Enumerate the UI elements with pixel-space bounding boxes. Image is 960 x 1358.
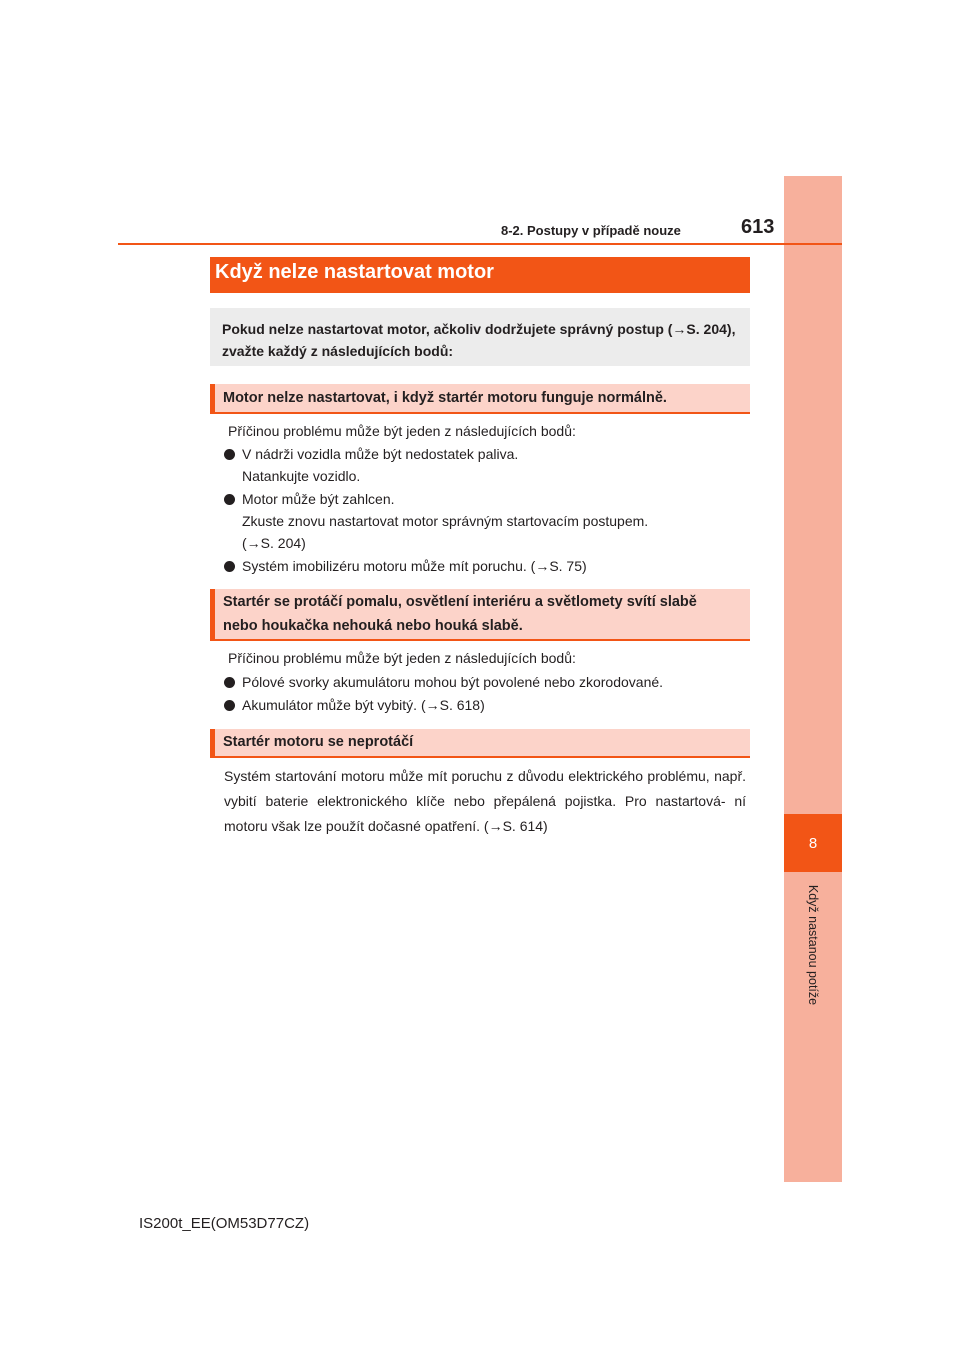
section-3-heading-text: Startér motoru se neprotáčí: [223, 734, 414, 750]
list-item: Systém imobilizéru motoru může mít poruchu. (→S. 75): [224, 558, 587, 574]
bullet-icon: [224, 494, 235, 505]
page-number: 613: [741, 216, 775, 238]
document-code: IS200t_EE(OM53D77CZ): [139, 1215, 310, 1232]
section-2-lead: Příčinou problému může být jeden z následujících bodů:: [228, 650, 576, 666]
header-divider: [118, 243, 842, 245]
section-2-heading-line-2: nebo houkačka nehouká nebo houká slabě.: [223, 618, 523, 634]
chapter-label: Když nastanou potíže: [806, 884, 820, 1006]
chapter-number-box: [784, 814, 842, 872]
bullet-icon: [224, 700, 235, 711]
list-item-continuation: Natankujte vozidlo.: [242, 468, 361, 484]
list-item: Motor může být zahlcen.: [224, 491, 395, 507]
chapter-side-tab: [784, 176, 842, 1182]
bullet-icon: [224, 677, 235, 688]
bullet-icon: [224, 561, 235, 572]
section-1-lead: Příčinou problému může být jeden z následujících bodů:: [228, 423, 576, 439]
section-2-heading: [210, 589, 750, 641]
list-item: Akumulátor může být vybitý. (→S. 618): [224, 697, 485, 713]
section-1-heading-text: Motor nelze nastartovat, i když startér motoru funguje normálně.: [223, 390, 667, 406]
section-reference: 8-2. Postupy v případě nouze: [501, 223, 681, 238]
page-title: Když nelze nastartovat motor: [215, 261, 494, 283]
section-1-heading: [210, 384, 750, 414]
list-item-continuation: (→S. 204): [242, 535, 306, 551]
list-item-continuation: Zkuste znovu nastartovat motor správným startovacím postupem.: [242, 513, 649, 529]
section-3-heading: [210, 729, 750, 758]
list-item: V nádrži vozidla může být nedostatek paliva.: [224, 446, 518, 462]
list-item: Pólové svorky akumulátoru mohou být povolené nebo zkorodované.: [224, 674, 663, 690]
intro-text: Pokud nelze nastartovat motor, ačkoliv dodržujete správný postup (→S. 204), zvažte každý z následujících bodů:: [222, 321, 736, 359]
section-3-paragraph: Systém startování motoru může mít poruchu z důvodu elektrického problému, např. vybití baterie elektronického klíče nebo přepálená pojistka. Pro nastartová- ní motoru však lze použít dočasné opatření. (→S. 614): [224, 768, 746, 834]
chapter-number: 8: [808, 834, 818, 852]
intro-box: [210, 308, 750, 366]
bullet-icon: [224, 449, 235, 460]
page-title-bar: [210, 257, 750, 293]
section-2-heading-line-1: Startér se protáčí pomalu, osvětlení interiéru a světlomety svítí slabě: [223, 594, 697, 610]
